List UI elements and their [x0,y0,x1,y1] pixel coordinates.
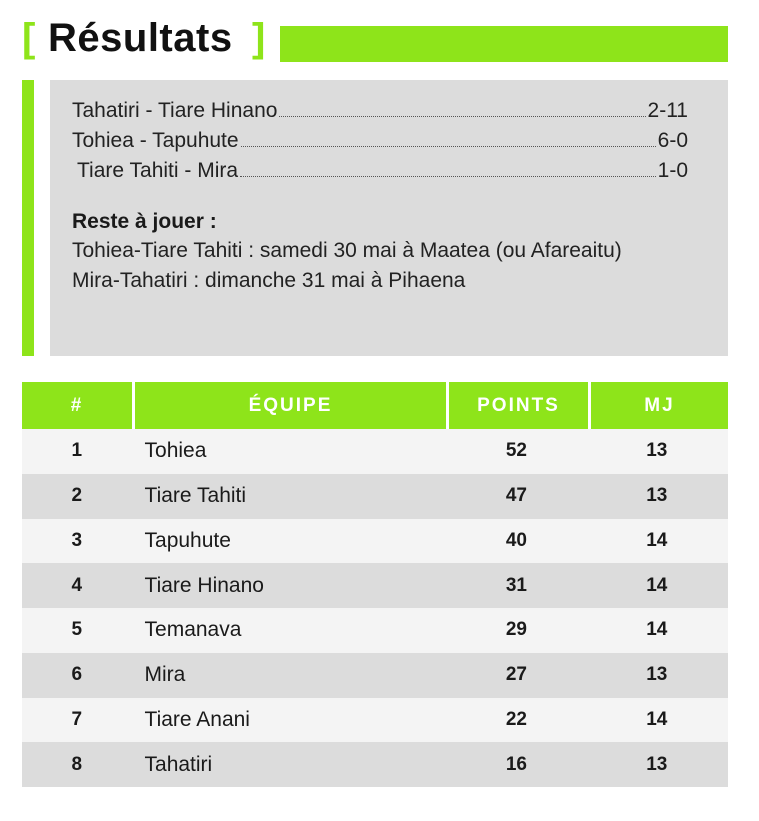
results-accent-bar [22,80,34,356]
leader-dots [279,116,645,117]
standings-table [22,382,728,787]
points-cell: 22 [505,708,527,730]
rank-cell: 5 [71,619,83,641]
team-cell: Tapuhute [144,528,231,552]
header-team: ÉQUIPE [135,382,446,429]
points-cell: 31 [505,574,527,596]
result-teams: Tahatiri - Tiare Hinano [72,99,278,122]
title-bracket-left: [ [22,16,36,60]
table-row [22,698,728,743]
pending-title: Reste à jouer : [72,210,217,233]
rank-cell: 6 [71,664,83,686]
title-bracket-right: ] [252,16,266,60]
results-panel [50,80,728,356]
result-teams: Tohiea - Tapuhute [72,129,239,152]
points-cell: 27 [505,664,527,686]
table-row [22,653,728,698]
table-row [22,474,728,519]
played-cell: 13 [646,440,668,462]
rank-cell: 1 [71,440,83,462]
pending-match: Mira-Tahatiri : dimanche 31 mai à Pihaena [72,269,466,292]
table-row [22,742,728,787]
title-accent-bar [280,26,728,62]
pending-match: Tohiea-Tiare Tahiti : samedi 30 mai à Maatea (ou Afareaitu) [72,239,622,262]
table-row [22,608,728,653]
points-cell: 52 [505,440,527,462]
result-line [72,126,688,156]
table-body [22,429,728,787]
header [22,14,728,66]
rank-cell: 4 [71,574,83,596]
result-score: 2-11 [647,99,688,122]
header-rank: # [22,382,132,429]
table-header [22,382,728,429]
result-score: 6-0 [657,129,688,152]
table-row [22,429,728,474]
team-cell: Tahatiri [144,752,213,776]
result-line [72,96,688,126]
played-cell: 14 [646,708,668,730]
rank-cell: 2 [71,485,83,507]
result-score: 1-0 [657,159,688,182]
result-line [72,156,688,186]
rank-cell: 8 [71,753,83,775]
points-cell: 40 [505,529,527,551]
rank-cell: 3 [71,529,83,551]
team-cell: Tohiea [144,439,207,463]
table-row [22,519,728,564]
played-cell: 13 [646,485,668,507]
played-cell: 13 [646,753,668,775]
played-cell: 14 [646,529,668,551]
header-played: MJ [591,382,728,429]
leader-dots [240,176,656,177]
leader-dots [241,146,656,147]
result-teams: Tiare Tahiti - Mira [77,159,239,182]
points-cell: 29 [505,619,527,641]
results-section [22,80,728,356]
team-cell: Mira [144,663,186,687]
team-cell: Temanava [144,618,242,642]
team-cell: Tiare Anani [144,707,250,731]
points-cell: 16 [505,753,527,775]
played-cell: 14 [646,574,668,596]
played-cell: 13 [646,664,668,686]
page-title: Résultats [48,16,233,60]
points-cell: 47 [505,485,527,507]
team-cell: Tiare Tahiti [144,484,247,508]
rank-cell: 7 [71,708,83,730]
table-row [22,563,728,608]
played-cell: 14 [646,619,668,641]
header-points: POINTS [449,382,588,429]
team-cell: Tiare Hinano [144,573,264,597]
